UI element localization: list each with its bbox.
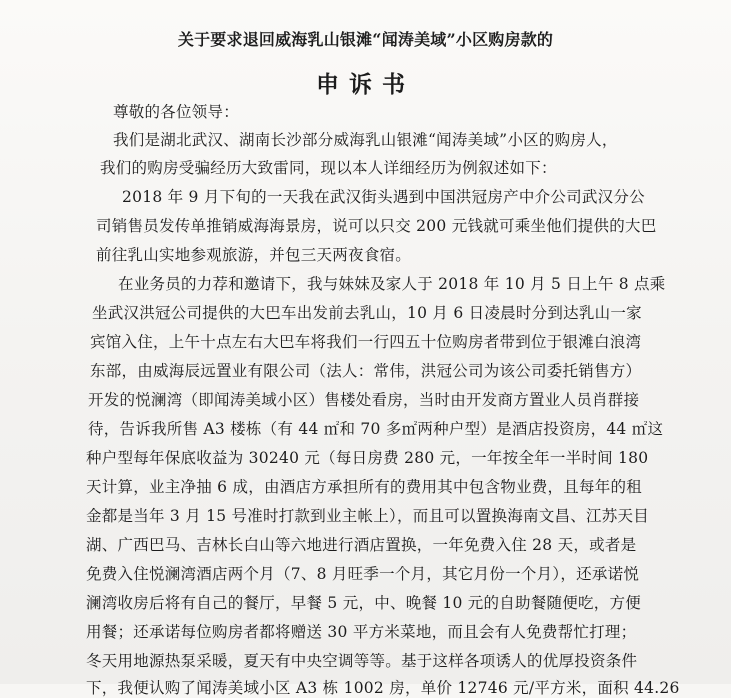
body-line: 金都是当年 3 月 15 号准时打款到业主帐上），而且可以置换海南文昌、江苏天目 — [86, 507, 650, 525]
body-line: 坐武汉洪冠公司提供的大巴车出发前去乳山，10 月 6 日凌晨时分到达乳山一家 — [92, 304, 642, 322]
body-line: 开发的悦澜湾（即闻涛美域小区）售楼处看房，当时由开发商方置业人员肖群接 — [88, 391, 640, 409]
body-line: 免费入住悦澜湾酒店两个月（7、8 月旺季一个月，其它月份一个月），还承诺悦 — [86, 565, 640, 583]
document-heading: 申诉书 — [316, 71, 415, 98]
body-line: 待，告诉我所售 A3 楼栋（有 44 ㎡和 70 多㎡两种户型）是酒店投资房，44 ㎡这 — [88, 420, 664, 438]
body-line: 用餐；还承诺每位购房者都将赠送 30 平方米菜地，而且会有人免费帮忙打理； — [86, 623, 637, 641]
body-line: 天计算，业主净抽 6 成，由酒店方承担所有的费用其中包含物业费，且每年的租 — [86, 478, 642, 496]
body-line: 前往乳山实地参观旅游，并包三天两夜食宿。 — [96, 246, 412, 264]
body-line: 湖、广西巴马、吉林长白山等六地进行酒店置换，一年免费入住 28 天，或者是 — [86, 536, 637, 554]
body-line: 我们是湖北武汉、湖南长沙部分威海乳山银滩“闻涛美域”小区的购房人， — [113, 131, 618, 149]
body-line: 种户型每年保底收益为 30240 元（每日房费 280 元，一年按全年一半时间 180 — [86, 449, 649, 467]
body-line: 司销售员发传单推销威海海景房，说可以只交 200 元钱就可乘坐他们提供的大巴 — [96, 217, 657, 235]
body-line: 2018 年 9 月下旬的一天我在武汉街头遇到中国洪冠房产中介公司武汉分公 — [122, 188, 645, 206]
body-line: 东部，由威海辰远置业有限公司（法人：常伟，洪冠公司为该公司委托销售方） — [90, 362, 642, 380]
body-line: 在业务员的力荐和邀请下，我与妹妹及家人于 2018 年 10 月 5 日上午 8 点乘 — [118, 275, 666, 293]
body-line: 冬天用地源热泵采暖，夏天有中央空调等等。基于这样各项诱人的优厚投资条件 — [86, 652, 638, 670]
body-line: 宾馆入住，上午十点左右大巴车将我们一行四五十位购房者带到位于银滩白浪湾 — [90, 333, 642, 351]
body-line: 下，我便认购了闻涛美域小区 A3 栋 1002 房，单价 12746 元/平方米，面积 44.26 — [86, 679, 680, 697]
salutation-line: 尊敬的各位领导： — [113, 103, 240, 121]
document-title: 关于要求退回威海乳山银滩“闻涛美域”小区购房款的 — [177, 30, 554, 49]
body-line: 我们的购房受骗经历大致雷同，现以本人详细经历为例叙述如下： — [100, 159, 557, 177]
body-line: 澜湾收房后将有自己的餐厅，早餐 5 元，中、晚餐 10 元的自助餐随便吃，方便 — [86, 594, 642, 612]
